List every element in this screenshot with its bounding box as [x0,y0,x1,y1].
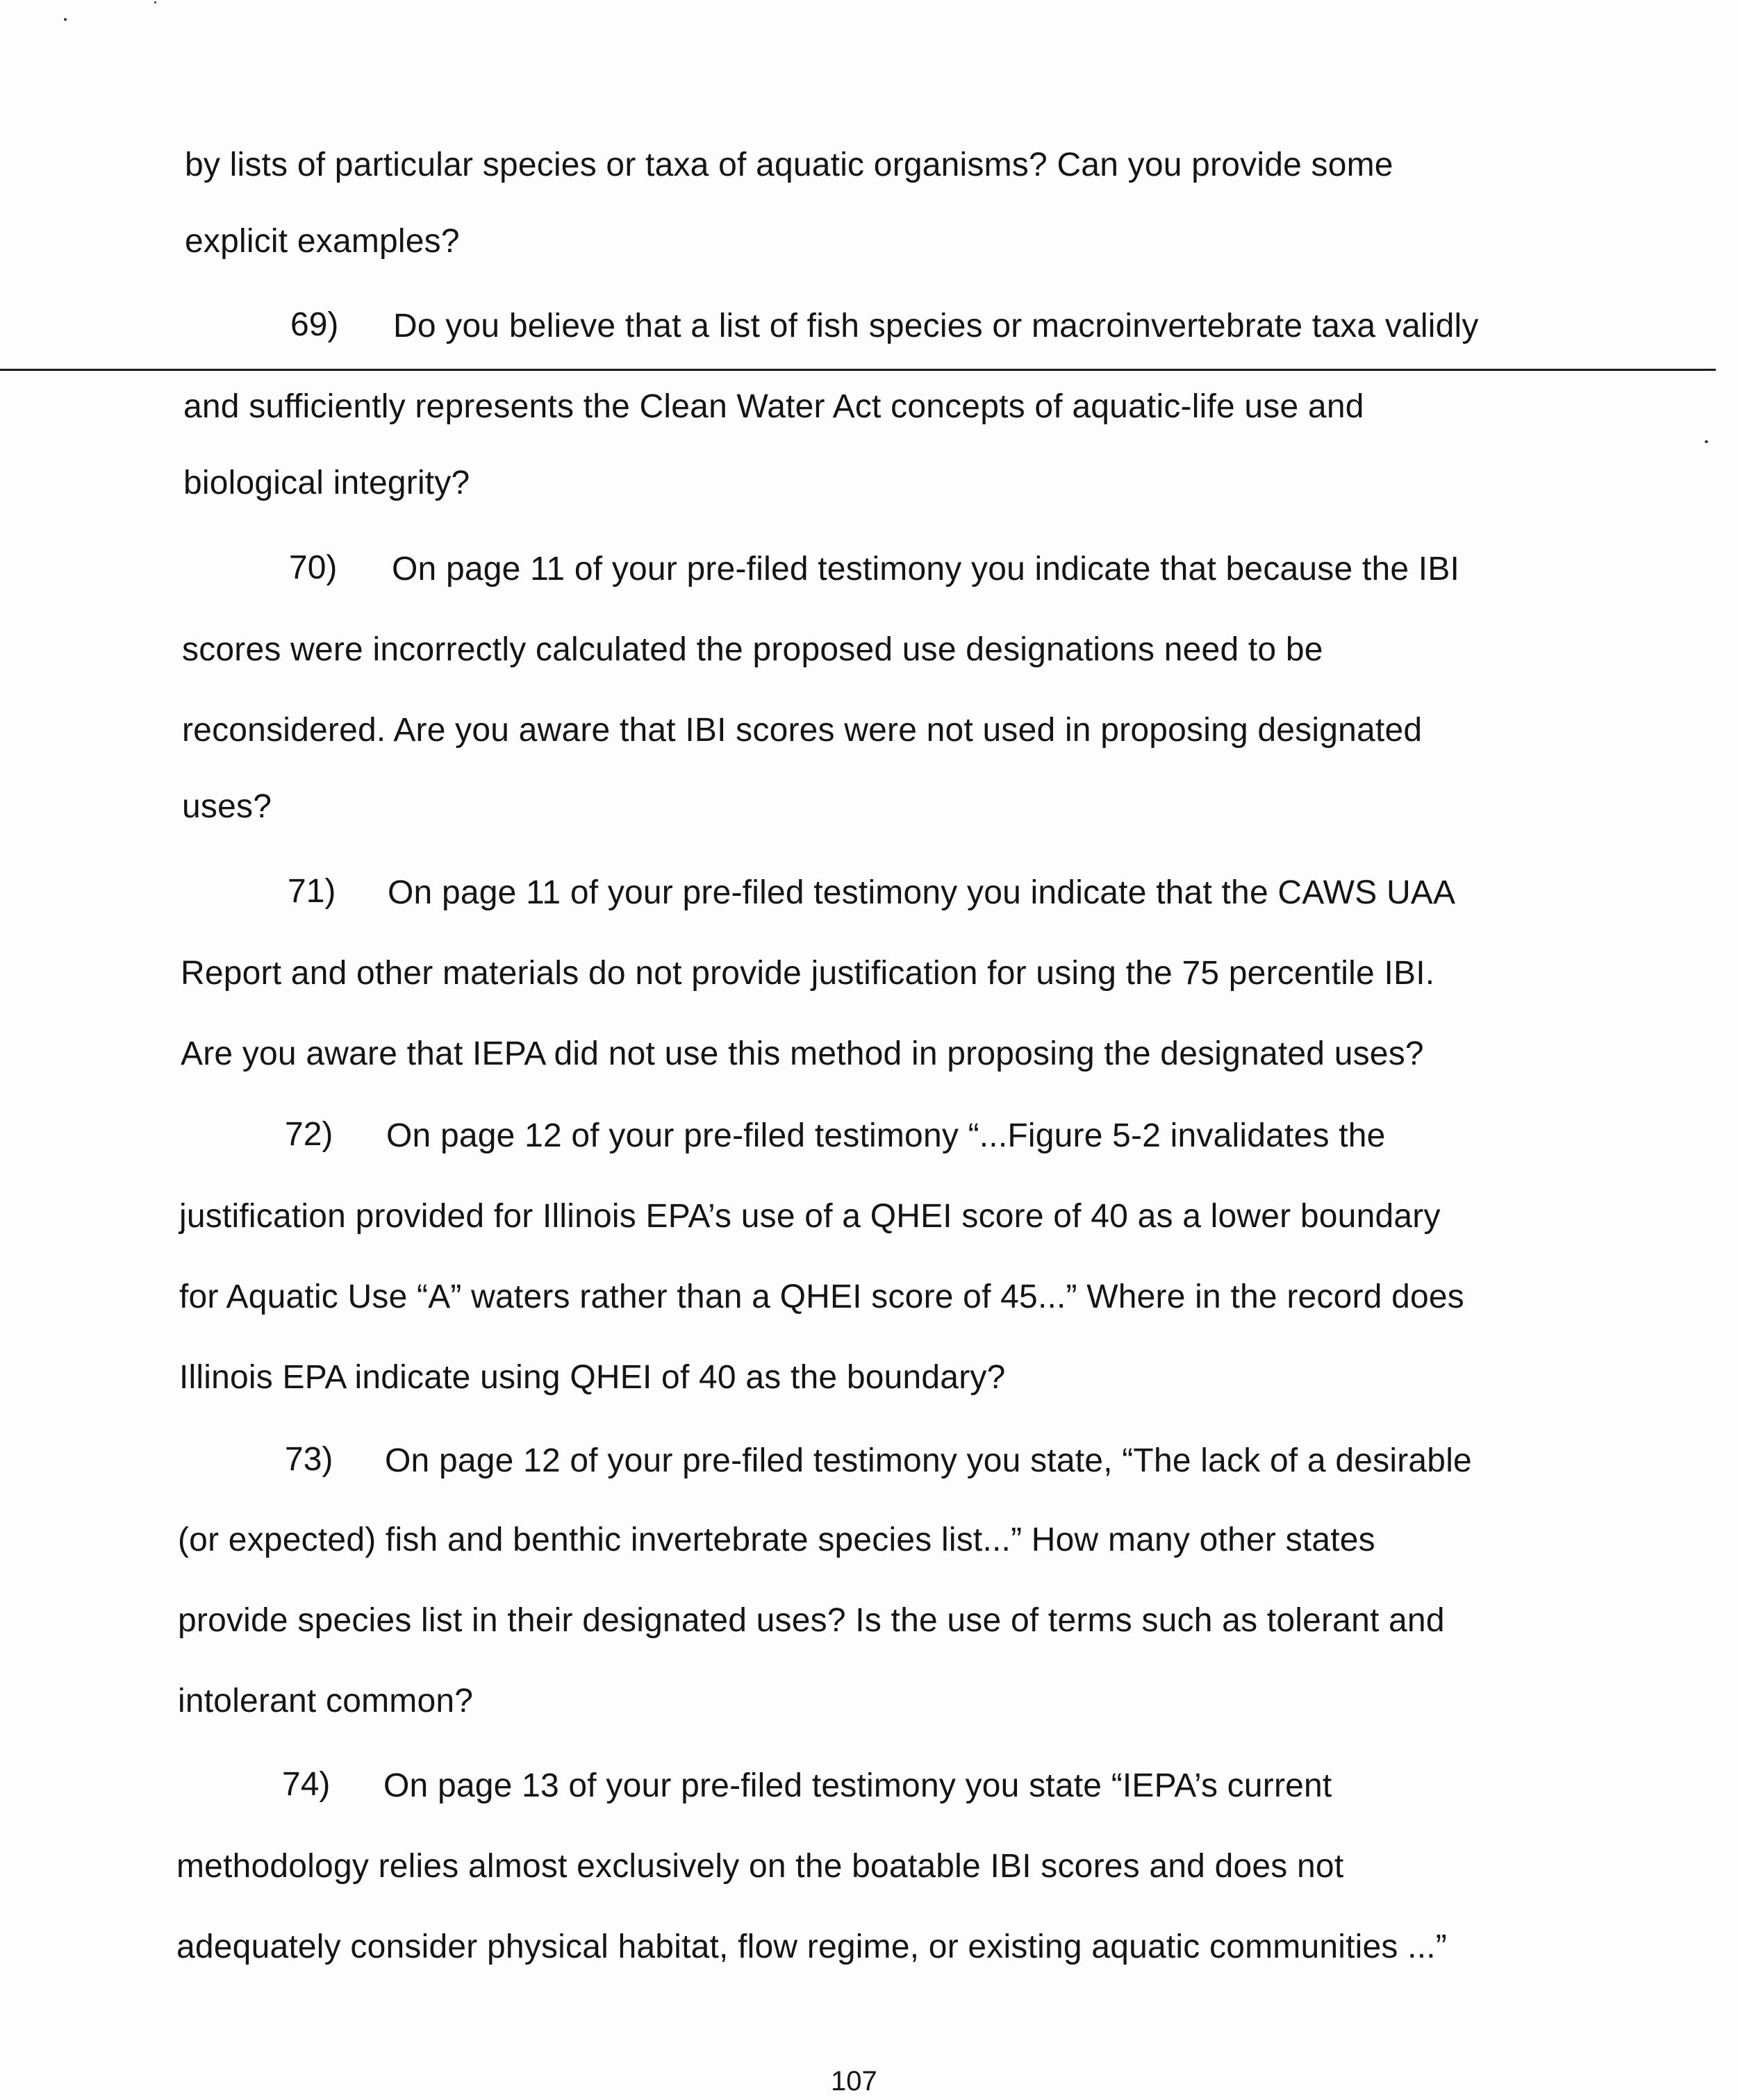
text-line: scores were incorrectly calculated the proposed use designations need to be [182,631,1323,668]
question-number: 73) [285,1441,333,1478]
text-line: methodology relies almost exclusively on the boatable IBI scores and does not [176,1848,1344,1885]
text-line: Are you aware that IEPA did not use this method in proposing the designated uses? [181,1035,1424,1072]
text-line: reconsidered. Are you aware that IBI scores were not used in proposing designated [182,712,1423,749]
question-number: 74) [282,1766,331,1803]
text-line: Do you believe that a list of fish species or macroinvertebrate taxa validly [393,308,1479,344]
text-line: On page 12 of your pre-filed testimony “...Figure 5-2 invalidates the [386,1117,1386,1154]
page-number: 107 [831,2066,877,2097]
text-line: and sufficiently represents the Clean Water Act concepts of aquatic-life use and [183,388,1364,425]
text-line: On page 13 of your pre-filed testimony you state “IEPA’s current [383,1767,1332,1804]
scan-speck [1705,440,1708,443]
text-line: uses? [182,788,272,825]
text-line: for Aquatic Use “A” waters rather than a QHEI score of 45...” Where in the record does [179,1278,1465,1315]
text-line: Illinois EPA indicate using QHEI of 40 as the boundary? [179,1359,1006,1396]
text-line: On page 12 of your pre-filed testimony you state, “The lack of a desirable [385,1442,1472,1479]
question-number: 71) [288,873,336,910]
scan-speck [64,18,67,21]
text-line: adequately consider physical habitat, flow regime, or existing aquatic communities ...” [176,1928,1447,1965]
text-line: justification provided for Illinois EPA’s use of a QHEI score of 40 as a lower boundary [179,1198,1441,1235]
text-line: provide species list in their designated uses? Is the use of terms such as tolerant and [178,1602,1445,1639]
text-line: Report and other materials do not provide justification for using the 75 percentile IBI. [181,955,1435,992]
question-number: 70) [289,549,338,586]
scan-speck [154,1,156,3]
text-line: On page 11 of your pre-filed testimony you indicate that because the IBI [392,551,1460,588]
text-line: biological integrity? [183,465,470,501]
horizontal-rule [0,369,1716,371]
text-line: (or expected) fish and benthic invertebrate species list...” How many other states [178,1522,1375,1558]
question-number: 69) [290,306,339,343]
text-line: by lists of particular species or taxa of aquatic organisms? Can you provide some [185,147,1393,183]
text-line: intolerant common? [178,1683,474,1719]
text-line: explicit examples? [185,223,460,260]
question-number: 72) [285,1116,333,1153]
text-line: On page 11 of your pre-filed testimony you indicate that the CAWS UAA [388,874,1456,911]
